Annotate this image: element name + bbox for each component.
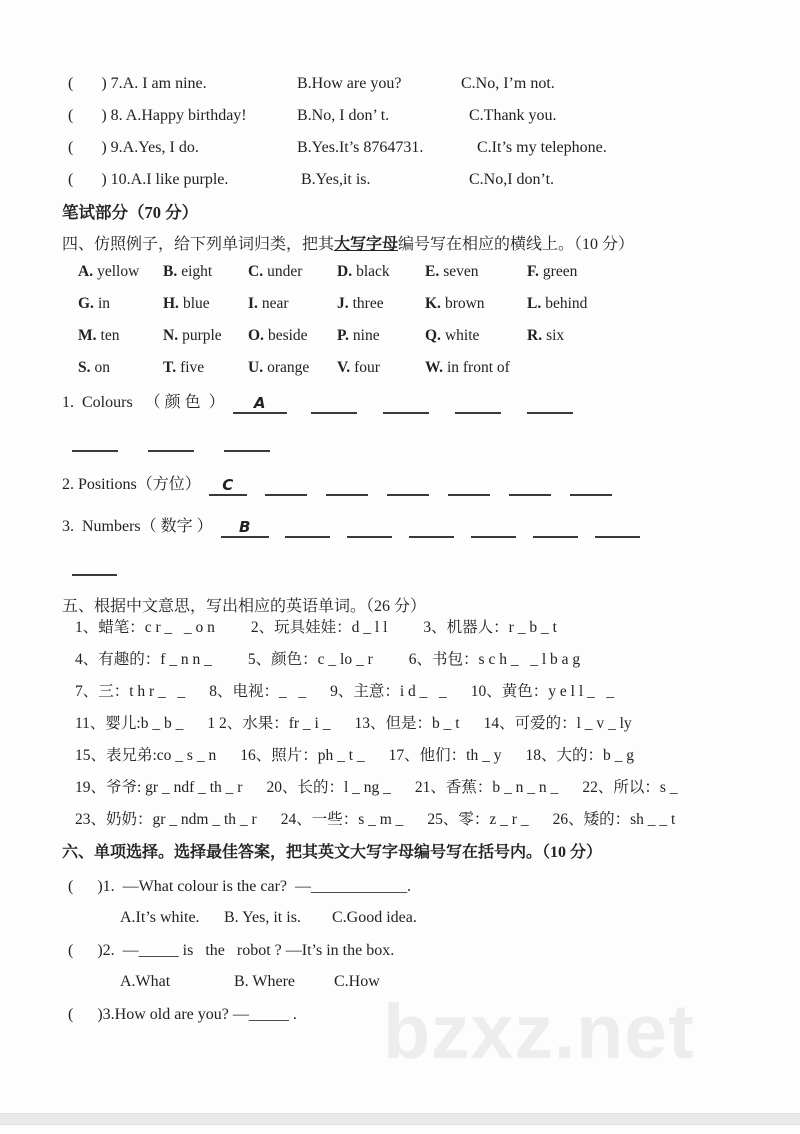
fill-word-item: 25、零：z _ r _: [427, 811, 529, 828]
option-b: B. Where: [234, 973, 296, 990]
section6-title: 六、单项选择。选择最佳答案，把其英文大写字母编号写在括号内。（10 分）: [62, 844, 603, 861]
option-a: ( ) 8. A.Happy birthday!: [68, 107, 247, 124]
answer-blank: [533, 522, 578, 538]
section5-title: 五、根据中文意思，写出相应的英语单词。（26 分）: [62, 598, 427, 615]
answer-blank: [409, 522, 454, 538]
word-item: K. brown: [425, 295, 485, 312]
listening-row-7: [68, 74, 790, 94]
section6-q1-options: [120, 908, 790, 928]
fill-word-item: 23、奶奶：gr _ ndm _ th _ r: [75, 811, 257, 828]
word-item: J. three: [337, 295, 384, 312]
word-item: U. orange: [248, 359, 310, 376]
fill-word-item: 9、主意：i d _ _: [330, 683, 447, 700]
answer-blank-colours: A: [233, 395, 287, 414]
word-item: G. in: [78, 295, 110, 312]
fill-word-item: 4、有趣的：f _ n n _: [75, 651, 212, 668]
word-item: S. on: [78, 359, 110, 376]
answer-blank: [285, 522, 330, 538]
option-c: C.Good idea.: [332, 909, 417, 926]
answer-blank: [387, 480, 429, 496]
option-b: B.No, I don’ t.: [297, 107, 390, 124]
option-a: ( ) 10.A.I like purple.: [68, 171, 229, 188]
fill-word-item: 11、婴儿:b _ b _: [75, 715, 184, 732]
listening-row-8: [68, 106, 790, 126]
fill-word-item: 16、照片：ph _ t _: [240, 747, 365, 764]
fill-word-item: 24、一些：s _ m _: [280, 811, 404, 828]
listening-row-10: [68, 170, 790, 190]
answer-blank: [383, 398, 429, 414]
fill-word-item: 15、表兄弟:co _ s _ n: [75, 747, 217, 764]
fill-word-item: 2、玩具娃娃：d _ l l: [250, 619, 388, 636]
word-item: F. green: [527, 263, 578, 280]
section6-question-2: ( )2. —_____ is the robot ? —It’s in the box.: [68, 942, 395, 959]
answer-blank-positions: C: [209, 477, 247, 496]
section5-row: [75, 714, 790, 734]
written-part-header: 笔试部分（70 分）: [62, 203, 199, 222]
section5-row: [75, 778, 790, 798]
answer-blank: [72, 560, 117, 576]
fill-word-item: 1 2、水果：fr _ i _: [207, 715, 331, 732]
option-a: ( ) 9.A.Yes, I do.: [68, 139, 199, 156]
group-positions-line: [62, 474, 790, 496]
section5-row: [75, 618, 790, 638]
word-item: N. purple: [163, 327, 222, 344]
word-item: T. five: [163, 359, 205, 376]
answer-blank: [347, 522, 392, 538]
section6-q2-options: [120, 972, 790, 992]
word-item: H. blue: [163, 295, 210, 312]
fill-word-item: 26、矮的：sh _ _ t: [552, 811, 676, 828]
section5-row: [75, 810, 790, 830]
fill-word-item: 7、三：t h r _ _: [75, 683, 186, 700]
option-c: C.How: [334, 973, 380, 990]
fill-word-item: 10、黄色：y e l l _ _: [470, 683, 615, 700]
section5-row: [75, 682, 790, 702]
section4-title-emphasis: 大写字母: [334, 236, 399, 253]
word-item: Q. white: [425, 327, 480, 344]
word-bank: [78, 262, 790, 378]
option-a: A.It’s white.: [120, 909, 200, 926]
option-a: ( ) 7.A. I am nine.: [68, 75, 207, 92]
fill-word-item: 17、他们：th _ y: [388, 747, 502, 764]
section5-row: [75, 746, 790, 766]
fill-word-item: 6、书包：s c h _ _ l b a g: [408, 651, 581, 668]
word-item: O. beside: [248, 327, 308, 344]
fill-word-item: 1、蜡笔：c r _ _ o n: [75, 619, 215, 636]
word-item: I. near: [248, 295, 289, 312]
section6-question-3: ( )3.How old are you? —_____ .: [68, 1006, 297, 1023]
answer-blank: [148, 436, 194, 452]
answer-blank: [471, 522, 516, 538]
fill-word-item: 14、可爱的：l _ v _ ly: [483, 715, 632, 732]
option-b: B. Yes, it is.: [224, 909, 301, 926]
answer-blank: [509, 480, 551, 496]
group-numbers-line2: [72, 560, 790, 576]
word-item: V. four: [337, 359, 380, 376]
group-numbers-line: [62, 516, 790, 538]
answer-blank: [527, 398, 573, 414]
group-colours-line: [62, 392, 790, 414]
fill-word-item: 18、大的：b _ g: [525, 747, 634, 764]
option-c: C.No,I don’t.: [461, 171, 555, 188]
fill-word-item: 5、颜色：c _ lo _ r: [247, 651, 373, 668]
fill-word-item: 22、所以：s _: [582, 779, 678, 796]
group-positions-label: 2. Positions（方位）: [62, 476, 201, 493]
option-b: B.How are you?: [297, 75, 402, 92]
section4-title-pre: 四、仿照例子，给下列单词归类，把其: [62, 236, 335, 253]
answer-blank: [570, 480, 612, 496]
word-item: R. six: [527, 327, 565, 344]
group-numbers-label: 3. Numbers（ 数字 ）: [62, 518, 213, 535]
answer-blank: [326, 480, 368, 496]
site-watermark: bzxz.net: [383, 989, 695, 1075]
fill-word-item: 3、机器人：r _ b _ t: [423, 619, 557, 636]
listening-row-9: [68, 138, 790, 158]
word-item: C. under: [248, 263, 303, 280]
word-item: B. eight: [163, 263, 213, 280]
word-item: P. nine: [337, 327, 380, 344]
option-c: C.It’s my telephone.: [461, 139, 607, 156]
option-b: B.Yes,it is.: [297, 171, 371, 188]
answer-blank: [595, 522, 640, 538]
word-item: L. behind: [527, 295, 588, 312]
answer-blank-numbers: B: [221, 519, 269, 538]
fill-word-item: 21、香蕉：b _ n _ n _: [414, 779, 559, 796]
word-item: M. ten: [78, 327, 120, 344]
page-separator: [0, 1113, 800, 1125]
fill-word-item: 20、长的：l _ ng _: [266, 779, 391, 796]
option-c: C.Thank you.: [461, 107, 557, 124]
answer-blank: [72, 436, 118, 452]
section4-title-post: 编号写在相应的横线上。（10 分）: [398, 236, 635, 253]
answer-blank: [448, 480, 490, 496]
answer-blank: [265, 480, 307, 496]
fill-word-item: 13、但是：b _ t: [354, 715, 460, 732]
word-item: D. black: [337, 263, 390, 280]
fill-word-item: 19、爷爷: gr _ ndf _ th _ r: [75, 779, 243, 796]
option-a: A.What: [120, 973, 171, 990]
answer-blank: [455, 398, 501, 414]
option-b: B.Yes.It’s 8764731.: [297, 139, 424, 156]
option-c: C.No, I’m not.: [461, 75, 555, 92]
group-colours-label: 1. Colours （ 颜 色 ）: [62, 394, 225, 411]
word-item: W. in front of: [425, 359, 510, 376]
section4-title: [62, 234, 790, 256]
answer-blank: [224, 436, 270, 452]
word-item: A. yellow: [78, 263, 140, 280]
fill-word-item: 8、电视：_ _: [209, 683, 307, 700]
section6-question-1: ( )1. —What colour is the car? —____________.: [68, 878, 412, 895]
answer-blank: [311, 398, 357, 414]
listening-options-block: [62, 74, 790, 190]
group-colours-line2: [72, 436, 790, 452]
section5-row: [75, 650, 790, 670]
word-item: E. seven: [425, 263, 479, 280]
